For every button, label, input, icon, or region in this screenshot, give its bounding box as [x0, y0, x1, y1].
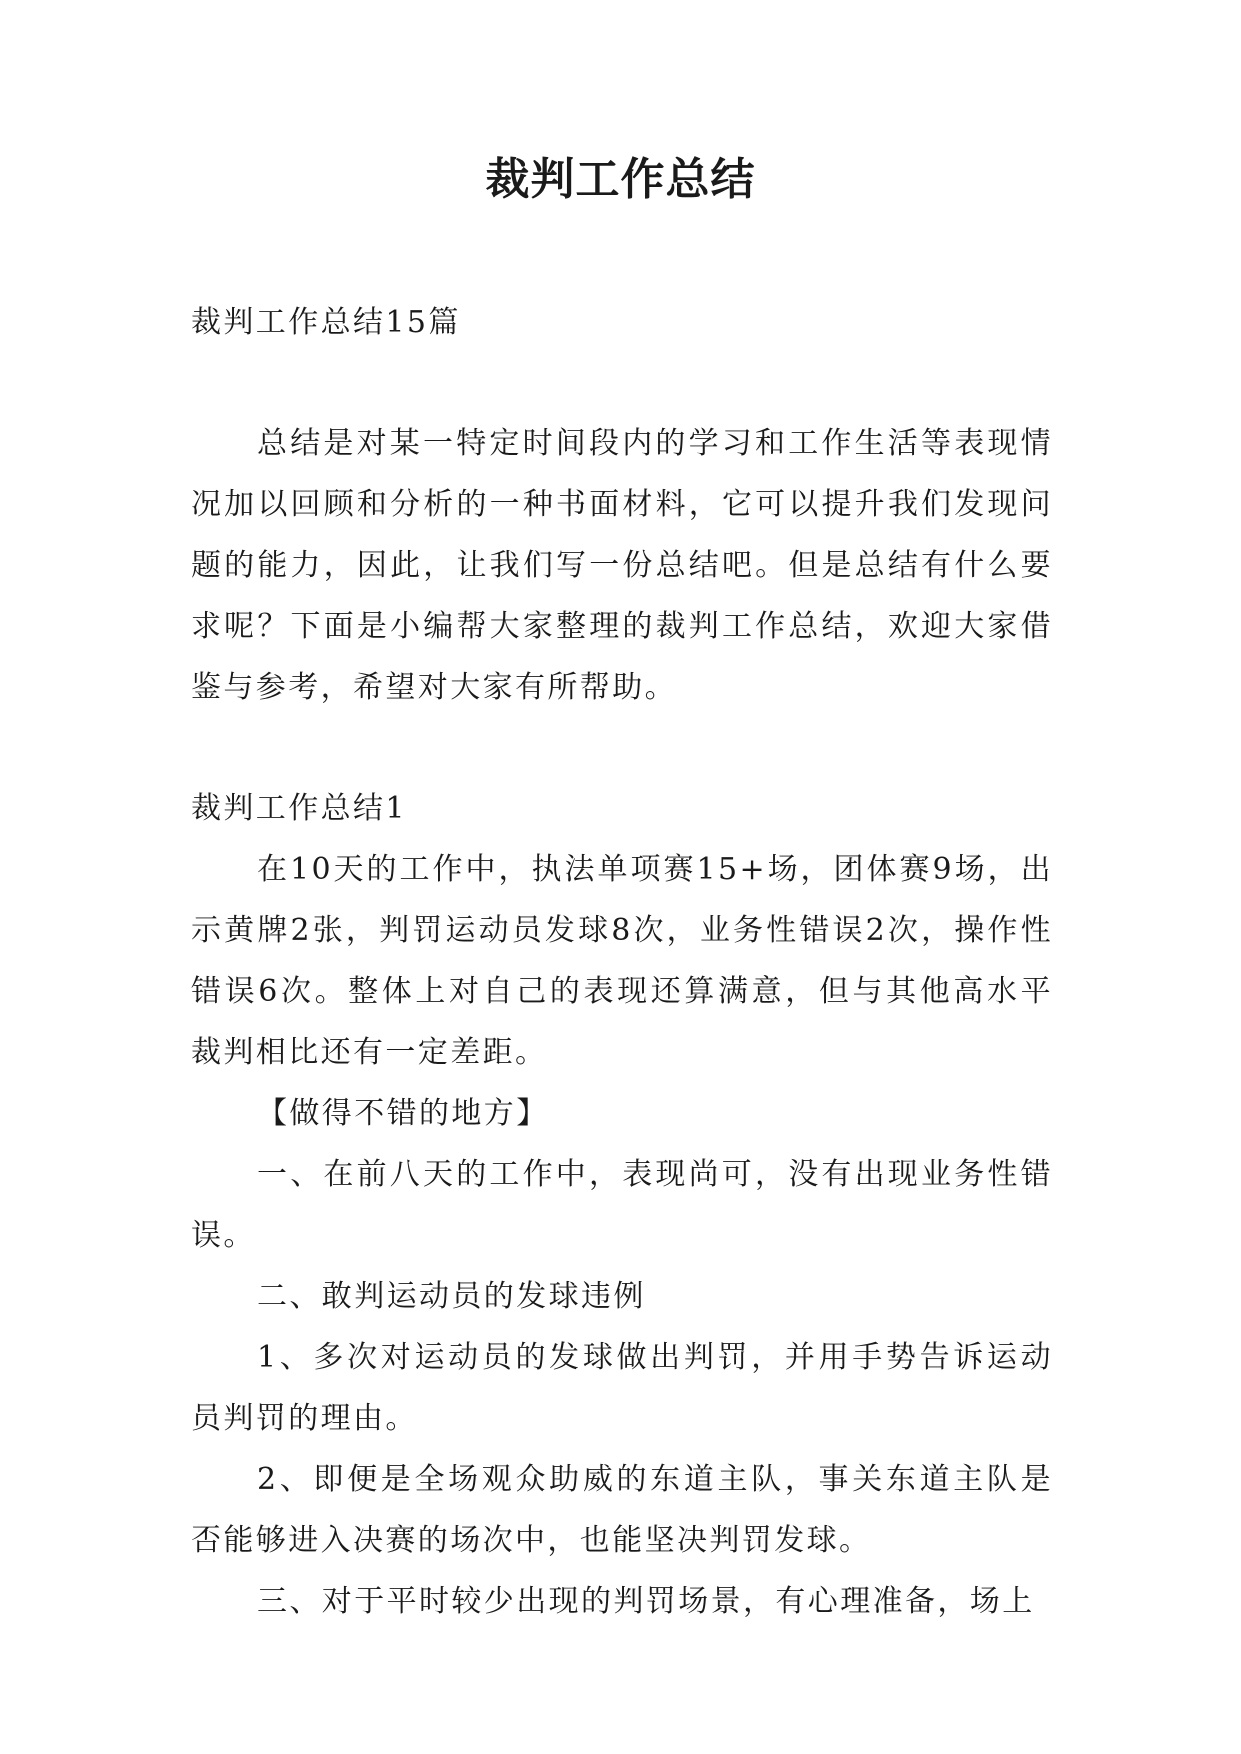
body-paragraph: 二、敢判运动员的发球违例: [257, 1279, 646, 1314]
spacer: [191, 353, 1053, 413]
document-body: [191, 292, 1053, 1632]
intro-paragraph: 总结是对某一特定时间段内的学习和工作生活等表现情况加以回顾和分析的一种书面材料，它可以提升我们发现问题的能力，因此，让我们写一份总结吧。但是总结有什么要求呢？下面是小编帮大家整理的裁判工作总结，欢迎大家借鉴与参考，希望对大家有所帮助。: [191, 426, 1053, 705]
body-paragraph: 在10天的工作中，执法单项赛15+场，团体赛9场，出示黄牌2张，判罚运动员发球8次，业务性错误2次，操作性错误6次。整体上对自己的表现还算满意，但与其他高水平裁判相比还有一定差距。: [191, 852, 1053, 1070]
document-title: 裁判工作总结: [485, 154, 756, 205]
document-subtitle: 裁判工作总结15篇: [191, 305, 461, 340]
body-paragraph: 1、多次对运动员的发球做出判罚，并用手势告诉运动员判罚的理由。: [191, 1340, 1053, 1436]
body-paragraph: 一、在前八天的工作中，表现尚可，没有出现业务性错误。: [191, 1157, 1053, 1253]
body-paragraph: 【做得不错的地方】: [257, 1096, 549, 1131]
section-heading: 裁判工作总结1: [191, 791, 407, 826]
body-paragraph: 2、即便是全场观众助威的东道主队，事关东道主队是否能够进入决赛的场次中，也能坚决判罚发球。: [191, 1462, 1053, 1558]
body-paragraph: 三、对于平时较少出现的判罚场景，有心理准备，场上: [257, 1584, 1035, 1619]
spacer: [191, 718, 1053, 778]
